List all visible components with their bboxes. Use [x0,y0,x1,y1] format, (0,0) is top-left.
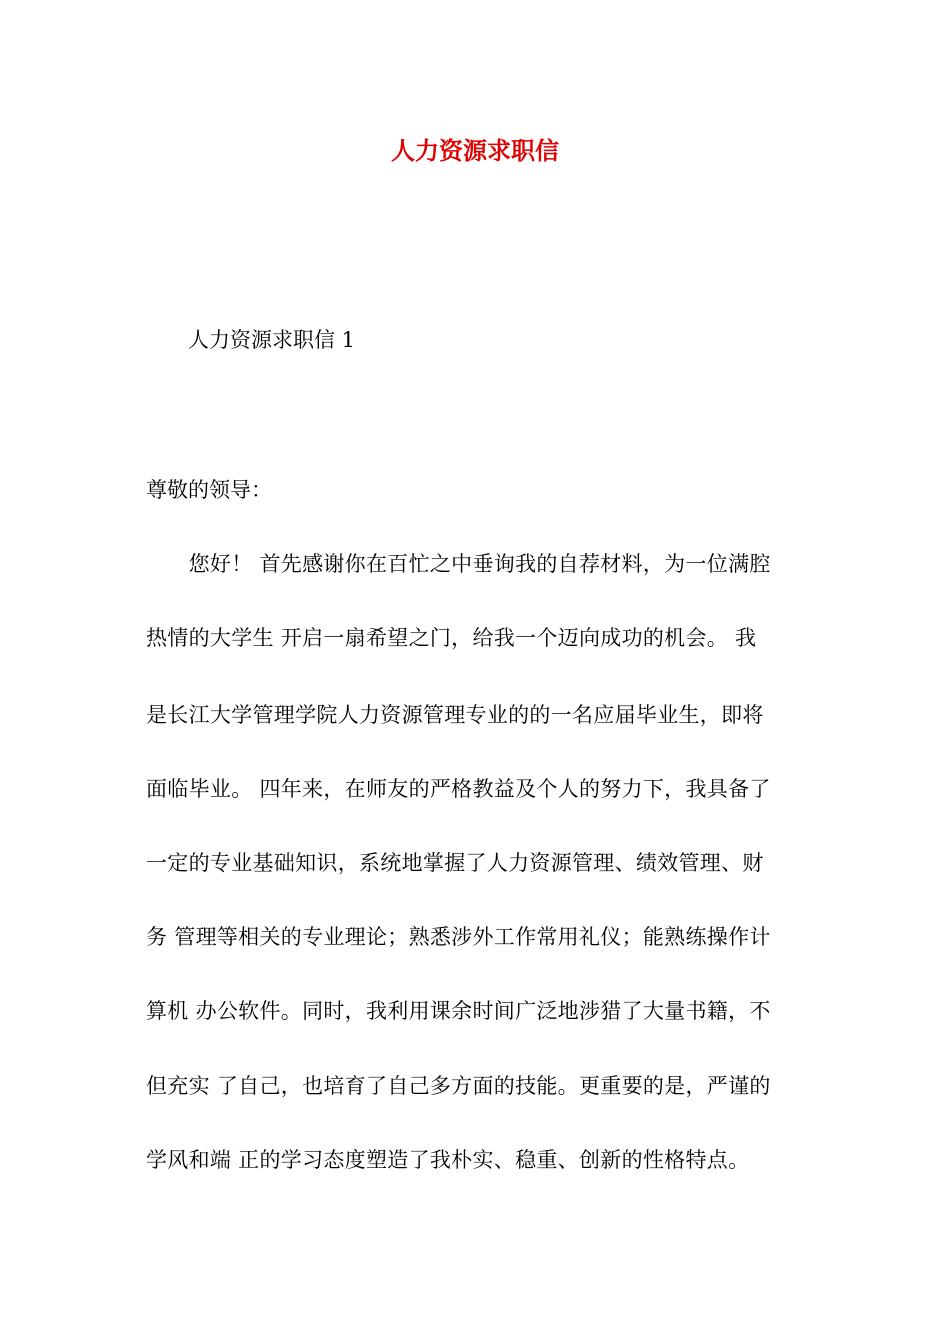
body-line: 学风和端 正的学习态度塑造了我朴实、稳重、创新的性格特点。 [146,1148,750,1172]
salutation: 尊敬的领导： [146,478,272,502]
body-line: 务 管理等相关的专业理论；熟悉涉外工作常用礼仪；能熟练操作计 [146,925,771,949]
body-line: 您好！ 首先感谢你在百忙之中垂询我的自荐材料，为一位满腔 [146,552,771,576]
document-title: 人力资源求职信 [391,136,559,165]
body-line: 算机 办公软件。同时，我利用课余时间广泛地涉猎了大量书籍，不 [146,999,771,1023]
body-line: 但充实 了自己，也培育了自己多方面的技能。更重要的是，严谨的 [146,1074,771,1098]
body-line: 一定的专业基础知识，系统地掌握了人力资源管理、绩效管理、财 [146,851,764,875]
letter-heading: 人力资源求职信 1 [188,328,356,352]
body-line: 面临毕业。 四年来，在师友的严格教益及个人的努力下，我具备了 [146,777,771,801]
body-line: 热情的大学生 开启一扇希望之门，给我一个迈向成功的机会。 我 [146,626,757,650]
body-line: 是长江大学管理学院人力资源管理专业的的一名应届毕业生，即将 [146,703,764,727]
